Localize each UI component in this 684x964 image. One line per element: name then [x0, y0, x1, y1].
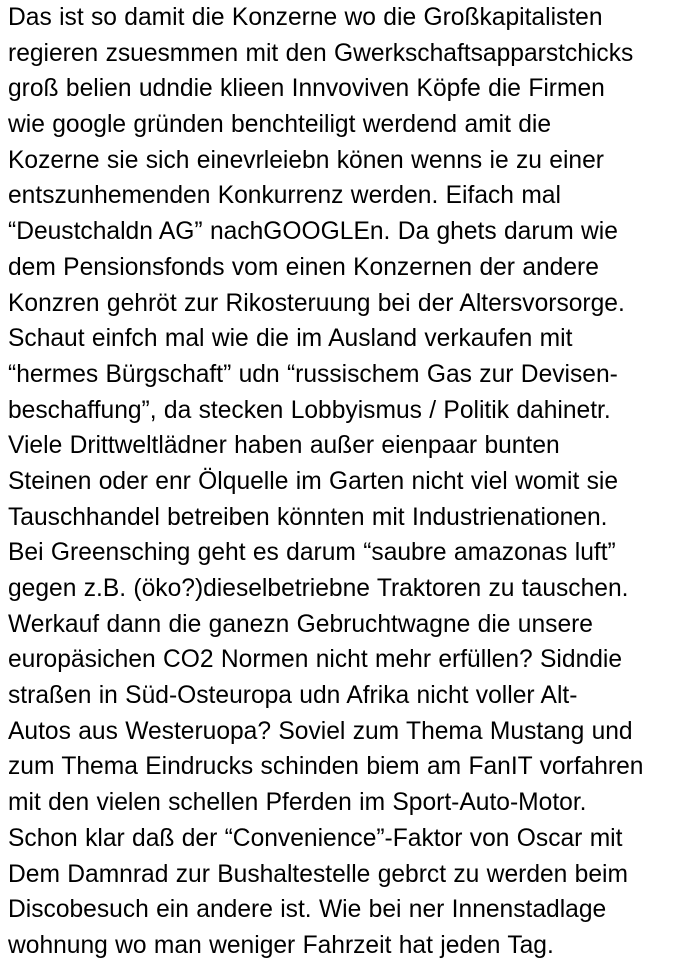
- text-line: beschaffung”, da stecken Lobbyismus / Politik dahinetr.: [8, 396, 611, 424]
- text-line: Viele Drittweltlädner haben außer eienpaar bunten: [8, 432, 560, 460]
- text-line: zum Thema Eindrucks schinden biem am FanIT vorfahren: [8, 753, 644, 781]
- text-line: Discobesuch ein andere ist. Wie bei ner Innenstadlage: [8, 896, 607, 924]
- text-line: straßen in Süd-Osteuropa udn Afrika nicht voller Alt-: [8, 682, 578, 710]
- text-line: Autos aus Westeruopa? Soviel zum Thema Mustang und: [8, 717, 633, 745]
- text-line: gegen z.B. (öko?)dieselbetriebne Traktoren zu tauschen.: [8, 575, 629, 602]
- text-line: Dem Damnrad zur Bushaltestelle gebrct zu werden beim: [8, 860, 628, 888]
- text-line: Bei Greensching geht es darum “saubre amazonas luft”: [8, 539, 616, 567]
- text-line: Schon klar daß der “Convenience”-Faktor von Oscar mit: [8, 824, 623, 852]
- text-line: Das ist so damit die Konzerne wo die Großkapitalisten: [8, 4, 603, 31]
- text-line: mit den vielen schellen Pferden im Sport-Auto-Motor.: [8, 789, 587, 817]
- text-line: wie google gründen benchteiligt werdend amit die: [8, 111, 552, 139]
- text-line: wohnung wo man weniger Fahrzeit hat jeden Tag.: [8, 931, 554, 959]
- text-line: dem Pensionsfonds vom einen Konzernen der andere: [8, 253, 599, 281]
- text-line: Steinen oder enr Ölquelle im Garten nicht viel womit sie: [8, 467, 619, 495]
- text-line: europäsichen CO2 Normen nicht mehr erfüllen? Sidndie: [8, 646, 623, 674]
- text-line: groß belien udndie klieen Innvoviven Köpfe die Firmen: [8, 75, 605, 103]
- text-line: Werkauf dann die ganezn Gebruchtwagne die unsere: [8, 610, 593, 638]
- text-line: Schaut einfch mal wie die im Ausland verkaufen mit: [8, 325, 573, 353]
- body-text: [8, 0, 684, 964]
- text-line: “Deustchaldn AG” nachGOOGLEn. Da ghets darum wie: [8, 218, 618, 246]
- text-line: Konzren gehröt zur Rikosteruung bei der Altersvorsorge.: [8, 289, 625, 317]
- text-line: “hermes Bürgschaft” udn “russischem Gas zur Devisen-: [8, 360, 618, 388]
- text-line: entszunhemenden Konkurrenz werden. Eifach mal: [8, 182, 561, 210]
- text-line: regieren zsuesmmen mit den Gwerkschaftsapparstchicks: [8, 39, 634, 67]
- text-line: Kozerne sie sich einevrleiebn könen wenns ie zu einer: [8, 146, 604, 174]
- text-line: Tauschhandel betreiben könnten mit Industrienationen.: [8, 503, 608, 531]
